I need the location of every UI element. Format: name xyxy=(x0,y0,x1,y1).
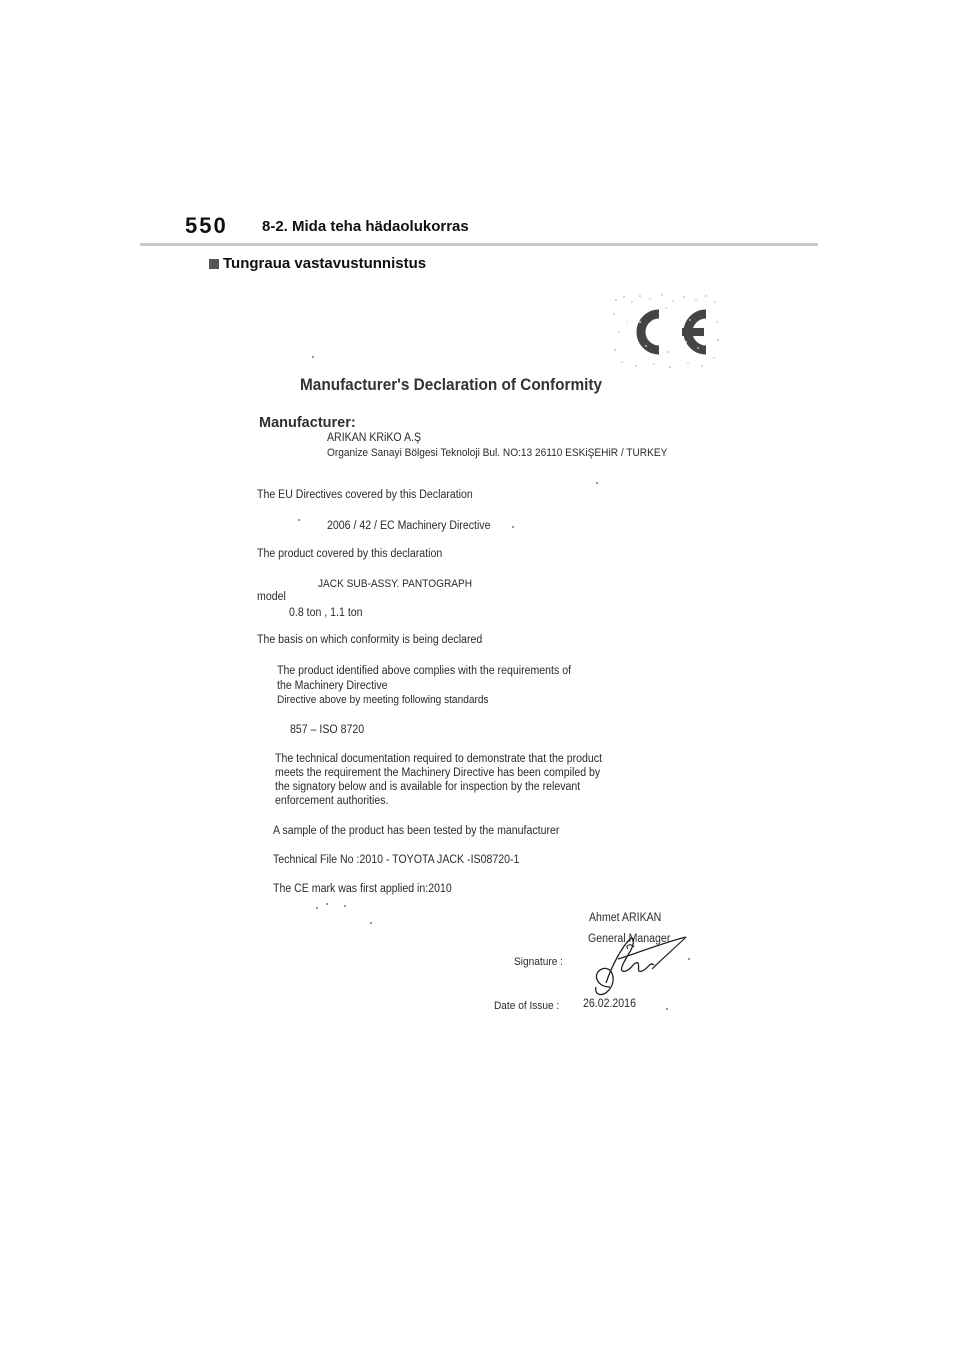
technical-line: meets the requirement the Machinery Directive has been compiled by xyxy=(275,767,601,779)
scan-speck xyxy=(666,1008,668,1010)
signatory-name: Ahmet ARIKAN xyxy=(589,912,662,924)
handwritten-signature xyxy=(588,925,698,1000)
ce-applied-text: The CE mark was first applied in:2010 xyxy=(273,883,452,895)
basis-line: The product identified above complies with the requirements of xyxy=(277,665,572,677)
subsection-title: Tungraua vastavustunnistus xyxy=(223,255,427,272)
basis-line: the Machinery Directive xyxy=(277,680,388,692)
directive-text: 2006 / 42 / EC Machinery Directive xyxy=(327,520,491,532)
standard-text: 857 – ISO 8720 xyxy=(290,724,365,736)
subsection-heading xyxy=(209,255,426,272)
date-label: Date of Issue : xyxy=(494,1000,560,1012)
scan-speck xyxy=(298,519,300,521)
date-value: 26.02.2016 xyxy=(583,998,636,1010)
product-name: JACK SUB-ASSY. PANTOGRAPH xyxy=(318,578,473,590)
section-title: 8-2. Mida teha hädaolukorras xyxy=(262,218,469,235)
scan-speck xyxy=(370,922,372,924)
technical-line: the signatory below and is available for inspection by the relevant xyxy=(275,781,581,793)
directives-heading: The EU Directives covered by this Declaration xyxy=(257,489,473,501)
manufacturer-address: Organize Sanayi Bölgesi Teknoloji Bul. NO:13 26110 ESKiŞEHiR / TURKEY xyxy=(327,447,668,459)
technical-file-text: Technical File No :2010 - TOYOTA JACK -IS08720-1 xyxy=(273,854,520,866)
signature-label: Signature : xyxy=(514,956,563,968)
square-bullet-icon xyxy=(209,259,219,269)
scan-speck xyxy=(512,526,514,528)
scan-speck xyxy=(596,482,598,484)
document-title: Manufacturer's Declaration of Conformity xyxy=(300,376,603,394)
model-label: model xyxy=(257,591,286,603)
basis-line: Directive above by meeting following standards xyxy=(277,694,489,706)
scan-speck xyxy=(326,903,328,905)
manufacturer-name: ARIKAN KRiKO A.Ş xyxy=(327,432,422,444)
scan-speck xyxy=(316,907,318,909)
scan-speck xyxy=(312,356,314,358)
scan-speck xyxy=(344,905,346,907)
model-value: 0.8 ton , 1.1 ton xyxy=(289,607,363,619)
basis-heading: The basis on which conformity is being declared xyxy=(257,634,483,646)
technical-line: The technical documentation required to demonstrate that the product xyxy=(275,753,603,765)
technical-line: enforcement authorities. xyxy=(275,795,389,807)
ce-mark-logo xyxy=(610,292,722,370)
manufacturer-label: Manufacturer: xyxy=(259,415,356,431)
header-divider xyxy=(140,243,818,246)
product-heading: The product covered by this declaration xyxy=(257,548,443,560)
page-number: 550 xyxy=(185,213,228,238)
sample-text: A sample of the product has been tested by the manufacturer xyxy=(273,825,560,837)
signatory-title: General Manager xyxy=(588,933,671,945)
